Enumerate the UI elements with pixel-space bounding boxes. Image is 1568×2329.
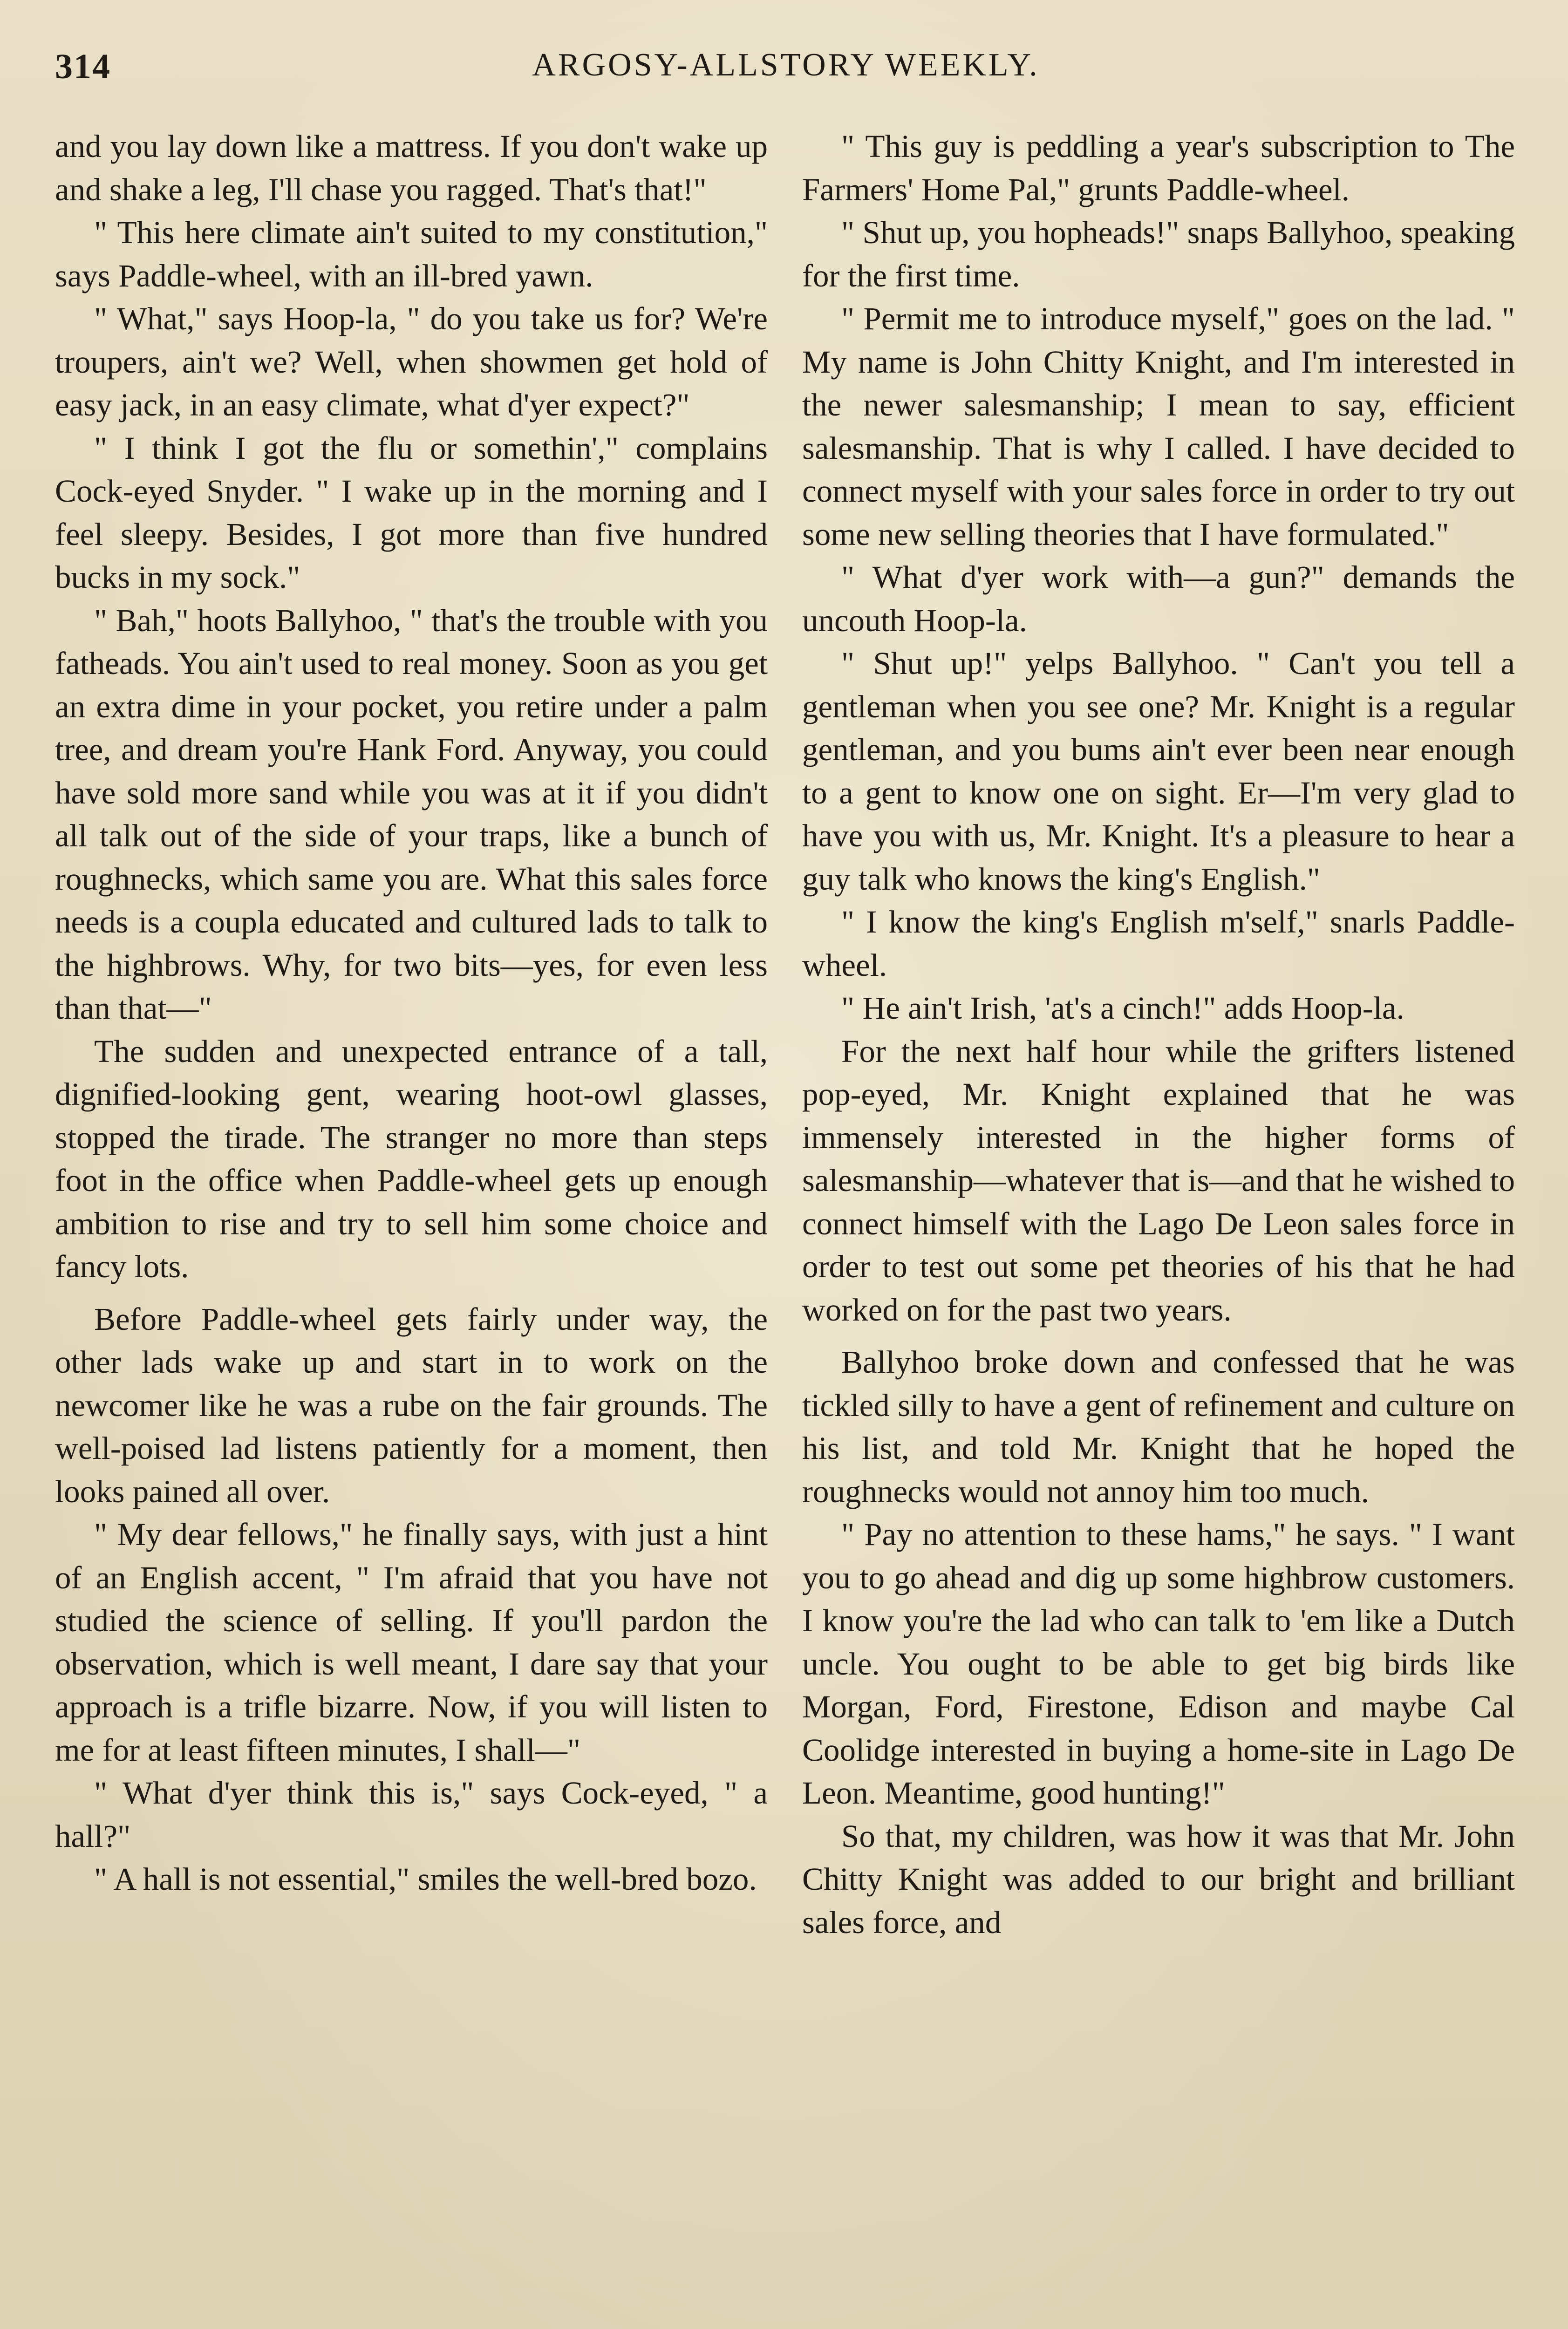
paragraph: and you lay down like a mattress. If you don't wake up and shake a leg, I'll chase you ragged. That's that!" — [55, 129, 768, 207]
paragraph: " My dear fellows," he finally says, with just a hint of an English accent, " I'm afraid that you have not studied the science of selling. If you'll pardon the observation, which is well meant, I dare say that your approach is a trifle bizarre. Now, if you will listen to me for at least fifteen minutes, I shall—" — [55, 1517, 768, 1768]
paragraph: " Permit me to introduce myself," goes on the lad. " My name is John Chitty Knight, and I'm interested in the newer salesmanship; I mean to say, efficient salesmanship. That is why I called. I have decided to connect myself with your sales force in order to try out some new selling theories that I have formulated." — [802, 301, 1515, 552]
paragraph: " This here climate ain't suited to my constitution," says Paddle-wheel, with an ill-bred yawn. — [55, 215, 768, 293]
paragraph: " What," says Hoop-la, " do you take us for? We're troupers, ain't we? Well, when showmen get hold of easy jack, in an easy climate, what d'yer expect?" — [55, 301, 768, 422]
left-column — [55, 125, 768, 2329]
paragraph: " What d'yer think this is," says Cock-eyed, " a hall?" — [55, 1775, 768, 1854]
paragraph: " I know the king's English m'self," snarls Paddle-wheel. — [802, 904, 1515, 983]
paragraph: " What d'yer work with—a gun?" demands the uncouth Hoop-la. — [802, 559, 1515, 638]
paragraph: So that, my children, was how it was that Mr. John Chitty Knight was added to our bright and brilliant sales force, and — [802, 1818, 1515, 1940]
paragraph: " Shut up, you hopheads!" snaps Ballyhoo, speaking for the first time. — [802, 215, 1515, 293]
paragraph: Before Paddle-wheel gets fairly under way, the other lads wake up and start in to work on the newcomer like he was a rube on the fair grounds. The well-poised lad listens patiently for a moment, then looks pained all over. — [55, 1301, 768, 1509]
page-header — [55, 47, 1517, 98]
paragraph: " He ain't Irish, 'at's a cinch!" adds Hoop-la. — [841, 990, 1404, 1026]
paragraph: The sudden and unexpected entrance of a tall, dignified-looking gent, wearing hoot-owl glasses, stopped the tirade. The stranger no more than steps foot in the office when Paddle-wheel gets up enough ambition to rise and try to sell him some choice and fancy lots. — [55, 1033, 768, 1284]
running-head: ARGOSY-ALLSTORY WEEKLY. — [532, 47, 1040, 83]
paragraph: " A hall is not essential," smiles the well-bred bozo. — [94, 1861, 757, 1897]
paragraph: Ballyhoo broke down and confessed that he was tickled silly to have a gent of refinement and culture on his list, and told Mr. Knight that he hoped the roughnecks would not annoy him too much. — [802, 1344, 1515, 1509]
paragraph: " Pay no attention to these hams," he says. " I want you to go ahead and dig up some highbrow customers. I know you're the lad who can talk to 'em like a Dutch uncle. You ought to be able to get big birds like Morgan, Ford, Firestone, Edison and maybe Cal Coolidge interested in buying a home-site in Lago De Leon. Meantime, good hunting!" — [802, 1517, 1515, 1811]
paragraph: For the next half hour while the grifters listened pop-eyed, Mr. Knight explained that he was immensely interested in the higher forms of salesmanship—whatever that is—and that he wished to connect himself with the Lago De Leon sales force in order to test out some pet theories of his that he had worked on for the past two years. — [802, 1033, 1515, 1328]
paragraph: " I think I got the flu or somethin'," complains Cock-eyed Snyder. " I wake up in the morning and I feel sleepy. Besides, I got more than five hundred bucks in my sock." — [55, 430, 768, 595]
paragraph: " Shut up!" yelps Ballyhoo. " Can't you tell a gentleman when you see one? Mr. Knight is a regular gentleman, and you bums ain't ever been near enough to a gent to know one on sight. Er—I'm very glad to have you with us, Mr. Knight. It's a pleasure to hear a guy talk who knows the king's English." — [802, 646, 1515, 897]
page-number: 314 — [55, 47, 111, 86]
right-column — [802, 125, 1515, 2329]
paragraph: " Bah," hoots Ballyhoo, " that's the trouble with you fatheads. You ain't used to real money. Soon as you get an extra dime in your pocket, you retire under a palm tree, and dream you're Hank Ford. Anyway, you could have sold more sand while you was at it if you didn't all talk out of the side of your traps, like a bunch of roughnecks, which same you are. What this sales force needs is a coupla educated and cultured lads to talk to the highbrows. Why, for two bits—yes, for even less than that—" — [55, 602, 768, 1026]
paragraph: " This guy is peddling a year's subscription to The Farmers' Home Pal," grunts Paddle-wheel. — [802, 129, 1515, 207]
